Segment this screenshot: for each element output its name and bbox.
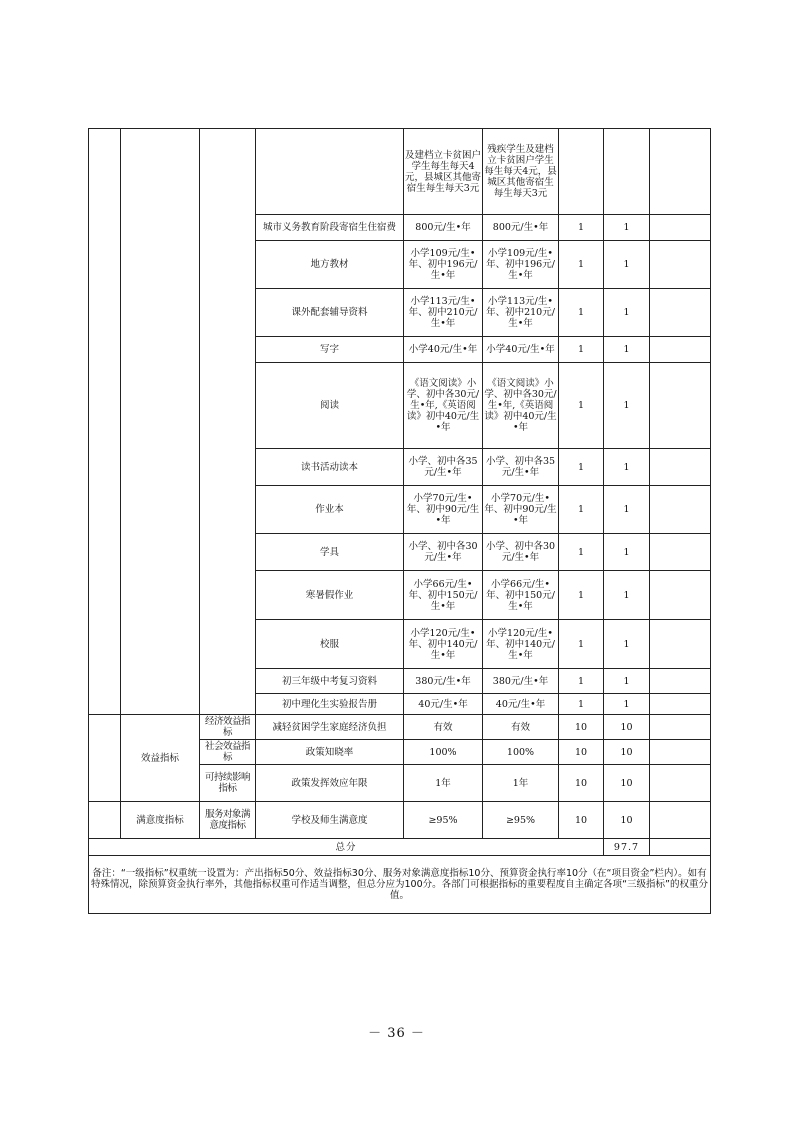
weight-value: 1	[559, 289, 604, 337]
benefit-subcategory: 可持续影响指标	[200, 765, 256, 802]
deduction-reason	[650, 449, 711, 486]
weight-value: 1	[559, 241, 604, 289]
weight-value: 1	[559, 215, 604, 241]
weight-value	[559, 129, 604, 215]
deduction-reason	[650, 215, 711, 241]
actual-value: 1年	[483, 765, 559, 802]
actual-value: 380元/生•年	[483, 669, 559, 694]
total-row	[89, 839, 711, 856]
target-value: 小学113元/生•年、初中210元/生•年	[404, 289, 483, 337]
performance-table	[88, 128, 711, 914]
weight-value: 10	[559, 740, 604, 765]
score-value: 10	[604, 765, 650, 802]
weight-value: 1	[559, 534, 604, 571]
benefit-category: 效益指标	[121, 715, 200, 802]
target-value: 小学40元/生•年	[404, 337, 483, 363]
score-value: 10	[604, 802, 650, 839]
indicator-name: 政策发挥效应年限	[256, 765, 404, 802]
target-value: 及建档立卡贫困户学生每生每天4元，县城区其他寄宿生每生每天3元	[404, 129, 483, 215]
total-blank	[650, 839, 711, 856]
actual-value: 有效	[483, 715, 559, 740]
target-value: 《语文阅读》小学、初中各30元/生•年,《英语阅读》初中40元/生•年	[404, 363, 483, 449]
actual-value: 小学40元/生•年	[483, 337, 559, 363]
weight-value: 1	[559, 571, 604, 620]
actual-value: 小学120元/生•年、初中140元/生•年	[483, 620, 559, 669]
level1-cell-continued	[89, 715, 121, 802]
score-value: 1	[604, 534, 650, 571]
deduction-reason	[650, 129, 711, 215]
weight-value: 1	[559, 363, 604, 449]
target-value: 小学70元/生•年、初中90元/生•年	[404, 486, 483, 534]
indicator-name: 阅读	[256, 363, 404, 449]
score-value: 1	[604, 337, 650, 363]
indicator-name: 政策知晓率	[256, 740, 404, 765]
deduction-reason	[650, 669, 711, 694]
level2-cell-continued	[121, 129, 200, 715]
score-value: 1	[604, 486, 650, 534]
benefit-subcategory: 经济效益指标	[200, 715, 256, 740]
deduction-reason	[650, 765, 711, 802]
deduction-reason	[650, 694, 711, 715]
weight-value: 1	[559, 620, 604, 669]
weight-value: 1	[559, 669, 604, 694]
score-value: 1	[604, 571, 650, 620]
actual-value: 小学109元/生•年、初中196元/生•年	[483, 241, 559, 289]
level1-cell-continued	[89, 129, 121, 715]
indicator-name: 初三年级中考复习资料	[256, 669, 404, 694]
target-value: 小学109元/生•年、初中196元/生•年	[404, 241, 483, 289]
actual-value: 100%	[483, 740, 559, 765]
weight-value: 10	[559, 765, 604, 802]
score-value: 10	[604, 715, 650, 740]
weight-value: 1	[559, 337, 604, 363]
target-value: 100%	[404, 740, 483, 765]
actual-value: 残疾学生及建档立卡贫困户学生每生每天4元，县城区其他寄宿生每生每天3元	[483, 129, 559, 215]
target-value: 1年	[404, 765, 483, 802]
actual-value: 小学113元/生•年、初中210元/生•年	[483, 289, 559, 337]
indicator-name: 作业本	[256, 486, 404, 534]
score-value: 1	[604, 694, 650, 715]
indicator-name: 学校及师生满意度	[256, 802, 404, 839]
satisfaction-subcategory: 服务对象满意度指标	[200, 802, 256, 839]
score-value: 1	[604, 669, 650, 694]
indicator-name: 课外配套辅导资料	[256, 289, 404, 337]
score-value: 1	[604, 620, 650, 669]
deduction-reason	[650, 337, 711, 363]
weight-value: 1	[559, 449, 604, 486]
deduction-reason	[650, 241, 711, 289]
indicator-name: 城市义务教育阶段寄宿生住宿费	[256, 215, 404, 241]
table-row	[89, 715, 711, 740]
table-row	[89, 802, 711, 839]
deduction-reason	[650, 802, 711, 839]
weight-value: 1	[559, 486, 604, 534]
indicator-name	[256, 129, 404, 215]
target-value: 小学66元/生•年、初中150元/生•年	[404, 571, 483, 620]
target-value: 小学、初中各30元/生•年	[404, 534, 483, 571]
deduction-reason	[650, 715, 711, 740]
actual-value: 《语文阅读》小学、初中各30元/生•年,《英语阅读》初中40元/生•年	[483, 363, 559, 449]
indicator-name: 初中理化生实验报告册	[256, 694, 404, 715]
weight-value: 10	[559, 715, 604, 740]
indicator-name: 学具	[256, 534, 404, 571]
total-score: 97.7	[604, 839, 650, 856]
indicator-name: 地方教材	[256, 241, 404, 289]
target-value: 40元/生•年	[404, 694, 483, 715]
target-value: 小学120元/生•年、初中140元/生•年	[404, 620, 483, 669]
deduction-reason	[650, 363, 711, 449]
weight-value: 1	[559, 694, 604, 715]
score-value: 1	[604, 449, 650, 486]
target-value: 380元/生•年	[404, 669, 483, 694]
indicator-name: 校服	[256, 620, 404, 669]
score-value	[604, 129, 650, 215]
level2-sub-cell-continued	[200, 129, 256, 715]
deduction-reason	[650, 620, 711, 669]
page-number: － 36 －	[368, 1026, 425, 1041]
actual-value: 40元/生•年	[483, 694, 559, 715]
actual-value: 小学、初中各30元/生•年	[483, 534, 559, 571]
score-value: 10	[604, 740, 650, 765]
deduction-reason	[650, 571, 711, 620]
satisfaction-category: 满意度指标	[121, 802, 200, 839]
actual-value: 小学66元/生•年、初中150元/生•年	[483, 571, 559, 620]
actual-value: 小学、初中各35元/生•年	[483, 449, 559, 486]
deduction-reason	[650, 289, 711, 337]
indicator-name: 读书活动读本	[256, 449, 404, 486]
level1-cell-continued	[89, 802, 121, 839]
total-label: 总分	[89, 839, 604, 856]
indicator-name: 写字	[256, 337, 404, 363]
note-row	[89, 856, 711, 914]
score-value: 1	[604, 215, 650, 241]
indicator-name: 寒暑假作业	[256, 571, 404, 620]
actual-value: 800元/生•年	[483, 215, 559, 241]
score-value: 1	[604, 363, 650, 449]
score-value: 1	[604, 289, 650, 337]
deduction-reason	[650, 534, 711, 571]
score-value: 1	[604, 241, 650, 289]
target-value: 小学、初中各35元/生•年	[404, 449, 483, 486]
remarks-text: 备注：“一级指标”权重统一设置为：产出指标50分、效益指标30分、服务对象满意度指标10分、预算资金执行率10分（在“项目资金”栏内）。如有特殊情况，除预算资金执行率外，其他指标权重可作适当调整，但总分应为100分。各部门可根据指标的重要程度自主确定各项“三级指标”的权重分值。	[89, 856, 711, 914]
table-row	[89, 129, 711, 215]
actual-value: ≥95%	[483, 802, 559, 839]
weight-value: 10	[559, 802, 604, 839]
benefit-subcategory: 社会效益指标	[200, 740, 256, 765]
indicator-name: 减轻贫困学生家庭经济负担	[256, 715, 404, 740]
target-value: 有效	[404, 715, 483, 740]
actual-value: 小学70元/生•年、初中90元/生•年	[483, 486, 559, 534]
target-value: ≥95%	[404, 802, 483, 839]
deduction-reason	[650, 740, 711, 765]
deduction-reason	[650, 486, 711, 534]
target-value: 800元/生•年	[404, 215, 483, 241]
